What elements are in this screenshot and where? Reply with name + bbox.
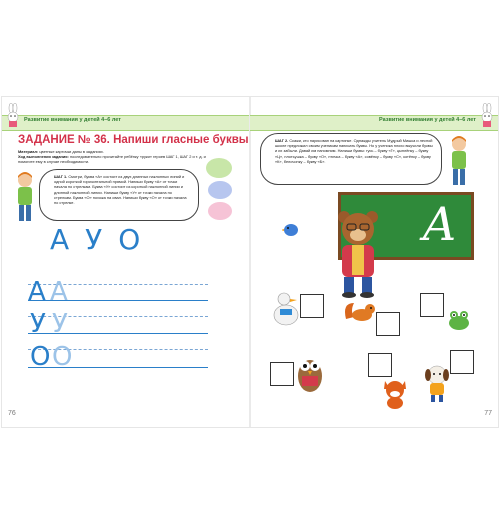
header-band-right [250,115,498,131]
trace-letter-a-ghost: А [50,277,68,307]
frog-icon [446,309,472,331]
step2-text: Скажи, кто нарисован на картинке. Однажды учитель Мудрый Мишка и лесной школе предложил своим ученикам написать буквы. Но у ученика плохо выучили буквы и их забыли. Давай им напомним. Напиши буквы: гусь – букву «Г», цыплёнку – букву «Ц», плотьушка – букву «О», птичка – букву «А», совёнку – букву «С», котёнку – букву «К», белочонку – букву «Б». [275,138,433,164]
bunny-icon [6,103,20,127]
trace-letter-o-ghost: О [52,342,73,372]
dog-icon [422,363,452,403]
owl-icon [296,352,324,394]
step1-label: ШАГ 1. [54,174,68,179]
instructions [18,149,223,165]
process-text: последовательно прочитайте ребёнку «руки» героев ШАГ 1, ШАГ 2 и т. д. и помогите ему в случае необходимости. [18,154,206,165]
left-page [2,97,250,427]
goose-icon [270,291,302,327]
answer-box-owl[interactable] [270,362,294,386]
boy-icon [448,135,470,187]
trace-letter-a: А [28,277,46,307]
right-page [250,97,498,427]
page-number-left: 76 [8,410,16,417]
materials-label: Материал: [18,149,39,154]
speech-bubble-step2 [260,133,442,185]
bird-icon [282,221,300,237]
answer-box-frog[interactable] [420,293,444,317]
header-band-left-text: Развитие внимания у детей 4–6 лет [24,117,121,123]
step1-text: Смотри, буква «А» состоит из двух длинных наклонных линий и одной короткой горизонтальной прямой. Напиши букву «А» от точки начала по стрелкам. Буква «У» состоит из короткой наклонной линии и длинной наклонной линии. Напиши букву «У» от точки начала по стрелкам. Буква «О» похожа на овал. Напиши букву «О» от точки начала по стрелке. [54,174,187,206]
task-title: ЗАДАНИЕ № 36. Напиши гласные буквы [18,134,249,146]
answer-box-goose[interactable] [300,294,324,318]
pink-card [208,202,232,220]
trace-letter-u: У [30,309,46,339]
book-spread [2,97,498,427]
speech-bubble-step1 [39,169,199,221]
trace-letter-u-ghost: У [52,309,68,339]
step2-label: ШАГ 2. [275,138,289,143]
bear-teacher-icon [330,207,386,299]
sample-letters: АУО [50,223,157,256]
answer-box-fox[interactable] [368,353,392,377]
materials-text: цветные карточки даны в заданиях. [39,149,104,154]
answer-box-dog[interactable] [450,350,474,374]
blue-card [208,181,232,199]
header-band-left [2,115,250,131]
answer-box-squirrel[interactable] [376,312,400,336]
step2-text-block [275,138,433,164]
green-card [206,158,232,178]
board-letter: А [422,197,457,251]
squirrel-icon [342,299,376,323]
trace-letter-o: О [30,342,51,372]
page-number-right: 77 [484,410,492,417]
step1-text-block [54,174,188,205]
boy-icon [14,171,36,223]
bunny-icon [480,103,494,127]
process-label: Ход выполнения задания: [18,154,69,160]
header-band-right-text: Развитие внимания у детей 4–6 лет [379,117,476,123]
fox-icon [382,377,408,409]
